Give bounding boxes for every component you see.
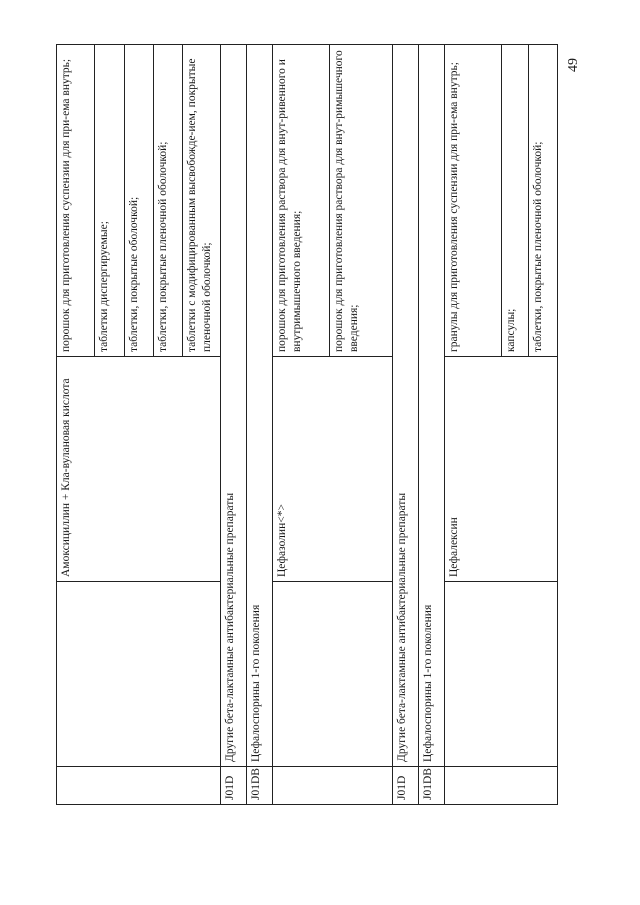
- code-cell: J01D: [392, 767, 418, 805]
- dosage-form-cell: таблетки, покрытые оболочкой;: [124, 45, 153, 357]
- code-cell: [444, 767, 557, 805]
- table-row: [221, 45, 247, 805]
- code-cell: [273, 767, 393, 805]
- dosage-form-cell: таблетки, покрытые пленочной оболочкой;: [153, 45, 182, 357]
- dosage-form-cell: таблетки с модифицированным высвобожде-ием, покрытые пленочной оболочкой;: [182, 45, 220, 357]
- group-name-cell: [57, 582, 221, 767]
- group-name-cell: Цефалоспорины 1-го поколения: [247, 45, 273, 767]
- code-cell: J01DB: [418, 767, 444, 805]
- dosage-form-cell: порошок для приготовления раствора для внут-ривенного и внутримышечного введения;: [273, 45, 330, 357]
- page-number-text: 49: [566, 58, 581, 72]
- code-cell: [57, 767, 221, 805]
- drug-table: [56, 44, 558, 805]
- drug-name-cell: Цефалексин: [444, 357, 557, 582]
- dosage-form-cell: порошок для приготовления суспензии для при-ема внутрь;: [57, 45, 95, 357]
- group-name-cell: Другие бета-лактамные антибактериальные препараты: [221, 45, 247, 767]
- code-cell: J01DB: [247, 767, 273, 805]
- group-name-cell: Другие бета-лактамные антибактериальные препараты: [392, 45, 418, 767]
- rotated-table-container: [56, 45, 558, 805]
- table-row: [247, 45, 273, 805]
- dosage-form-cell: таблетки диспергируемые;: [95, 45, 124, 357]
- table-row: [444, 45, 501, 805]
- dosage-form-cell: капсулы;: [501, 45, 528, 357]
- dosage-form-cell: таблетки, покрытые пленочной оболочкой;: [528, 45, 557, 357]
- drug-name-cell: Цефазолин<*>: [273, 357, 393, 582]
- group-name-cell: [444, 582, 557, 767]
- dosage-form-cell: гранулы для приготовления суспензии для при-ема внутрь;: [444, 45, 501, 357]
- dosage-form-cell: порошок для приготовления раствора для внут-римышечного введения;: [330, 45, 392, 357]
- code-cell: J01D: [221, 767, 247, 805]
- group-name-cell: Цефалоспорины 1-го поколения: [418, 45, 444, 767]
- group-name-cell: [273, 582, 393, 767]
- table-row: [57, 45, 95, 805]
- table-row: [273, 45, 330, 805]
- page-number: [562, 50, 586, 80]
- table-row: [418, 45, 444, 805]
- drug-name-cell: Амоксициллин + Кла-вулановая кислота: [57, 357, 221, 582]
- table-row: [392, 45, 418, 805]
